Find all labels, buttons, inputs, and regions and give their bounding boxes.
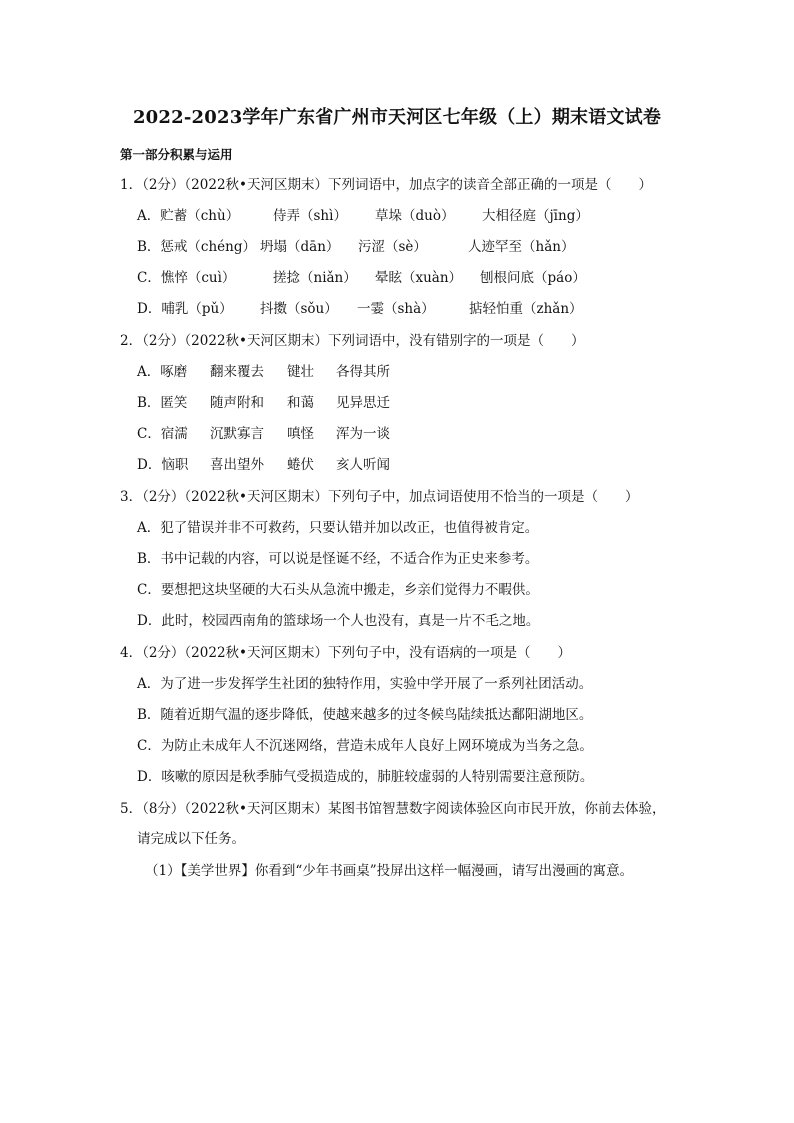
section-heading: 第一部分积累与运用 — [120, 147, 233, 162]
question-3-option-a: A．犯了错误并非不可救药，只要认错并加以改正，也值得被肯定。 — [137, 520, 539, 536]
question-3-option-b: B．书中记载的内容，可以说是怪诞不经，不适合作为正史来参考。 — [137, 551, 539, 567]
option-word: 大相径庭（jīng） — [482, 208, 589, 224]
option-word: 随声附和 — [210, 395, 264, 411]
option-word: 亥人听闻 — [336, 457, 390, 473]
option-word: 草垛（duò） — [375, 208, 455, 224]
option-word: 人迹罕至（hǎn） — [468, 239, 575, 255]
question-1-option-d — [137, 299, 583, 319]
question-5-subquestion-1: （1）【美学世界】你看到“少年书画桌”投屏出这样一幅漫画，请写出漫画的寓意。 — [145, 863, 634, 879]
question-1-stem: 1．（2分）（2022秋•天河区期末）下列词语中，加点字的读音全部正确的一项是（ ） — [120, 177, 652, 193]
option-word: 见异思迁 — [336, 395, 390, 411]
option-word: D．恼职 — [137, 457, 189, 473]
option-word: B．惩戒（chéng） — [137, 239, 257, 255]
question-2-option-b — [137, 393, 390, 413]
question-3-option-d: D．此时，校园西南角的篮球场一个人也没有，真是一片不毛之地。 — [137, 613, 540, 629]
option-word: 键壮 — [287, 364, 314, 380]
question-1-option-a — [137, 206, 589, 226]
option-word: D．哺乳（pǔ） — [137, 301, 233, 317]
option-word: B．匿笑 — [137, 395, 188, 411]
option-word: A．贮蓄（chù） — [137, 208, 240, 224]
question-4-option-d: D．咳嗽的原因是秋季肺气受损造成的，肺脏较虚弱的人特别需要注意预防。 — [137, 769, 594, 785]
option-word: 侍弄（shì） — [273, 208, 347, 224]
question-2-option-d — [137, 455, 390, 475]
question-2-stem: 2．（2分）（2022秋•天河区期末）下列词语中，没有错别字的一项是（ ） — [120, 333, 585, 349]
option-word: 坍塌（dān） — [260, 239, 340, 255]
question-1-option-b — [137, 237, 574, 257]
option-word: 喜出望外 — [210, 457, 264, 473]
question-4-option-b: B．随着近期气温的逐步降低，使越来越多的过冬候鸟陆续抵达鄱阳湖地区。 — [137, 707, 593, 723]
option-word: 抖擞（sǒu） — [260, 301, 338, 317]
question-1-option-c — [137, 268, 586, 288]
question-5-stem-continued: 请完成以下任务。 — [137, 831, 245, 847]
option-word: 嗔怪 — [287, 426, 314, 442]
question-4-stem: 4．（2分）（2022秋•天河区期末）下列句子中，没有语病的一项是（ ） — [120, 645, 571, 661]
option-word: 翻来覆去 — [210, 364, 264, 380]
option-word: C．宿濡 — [137, 426, 188, 442]
question-5-stem: 5．（8分）（2022秋•天河区期末）某图书馆智慧数字阅读体验区向市民开放，你前去体验， — [120, 801, 666, 817]
option-word: 污涩（sè） — [358, 239, 427, 255]
option-word: 和蔼 — [287, 395, 314, 411]
question-3-stem: 3．（2分）（2022秋•天河区期末）下列句子中，加点词语使用不恰当的一项是（ ） — [120, 489, 639, 505]
question-4-option-a: A．为了进一步发挥学生社团的独特作用，实验中学开展了一系列社团活动。 — [137, 676, 593, 692]
option-word: 浑为一谈 — [336, 426, 390, 442]
option-word: 蜷伏 — [287, 457, 314, 473]
option-word: C．憔悴（cuì） — [137, 270, 236, 286]
exam-title: 2022-2023学年广东省广州市天河区七年级（上）期末语文试卷 — [132, 107, 662, 128]
option-word: 晕眩（xuàn） — [375, 270, 463, 286]
option-word: 一霎（shà） — [357, 301, 435, 317]
option-word: 刨根问底（páo） — [480, 270, 586, 286]
question-2-option-a — [137, 362, 390, 382]
option-word: 各得其所 — [336, 364, 390, 380]
option-word: 沉默寡言 — [210, 426, 264, 442]
option-word: 搓捻（niǎn） — [273, 270, 357, 286]
question-4-option-c: C．为防止未成年人不沉迷网络，营造未成年人良好上网环境成为当务之急。 — [137, 738, 593, 754]
option-word: A．啄磨 — [137, 364, 188, 380]
option-word: 掂轻怕重（zhǎn） — [469, 301, 583, 317]
question-3-option-c: C．要想把这块坚硬的大石头从急流中搬走，乡亲们觉得力不暇供。 — [137, 582, 539, 598]
question-2-option-c — [137, 424, 390, 444]
